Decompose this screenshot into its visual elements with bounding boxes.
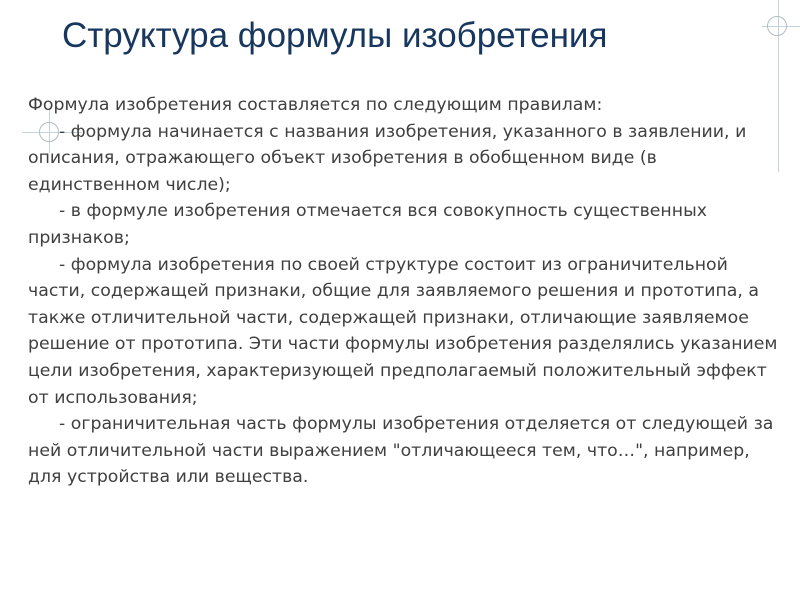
slide-title: Структура формулы изобретения — [62, 16, 608, 55]
rule-item: - формула начинается с названия изобретения, указанного в заявлении, и описания, отражающего объект изобретения в обобщенном виде (в единственном числе); — [28, 121, 747, 195]
decor-circle-top-right — [767, 16, 787, 36]
slide-body — [28, 92, 778, 491]
rule-item: - формула изобретения по своей структуре состоит из ограничительной части, содержащей признаки, общие для заявляемого решения и прототипа, а также отличительной части, содержащей признаки, отличающие заявляемое решение от прототипа. Эти части формулы изобретения разделялись указанием цели изобретения, характеризующей предполагаемый положительный эффект от использования; — [28, 254, 778, 408]
intro-paragraph: Формула изобретения составляется по следующим правилам: — [28, 95, 603, 115]
rule-item: - ограничительная часть формулы изобретения отделяется от следующей за ней отличительной части выражением "отличающееся тем, что…", например, для устройства или вещества. — [28, 414, 774, 488]
rule-item: - в формуле изобретения отмечается вся совокупность существенных признаков; — [28, 201, 707, 248]
